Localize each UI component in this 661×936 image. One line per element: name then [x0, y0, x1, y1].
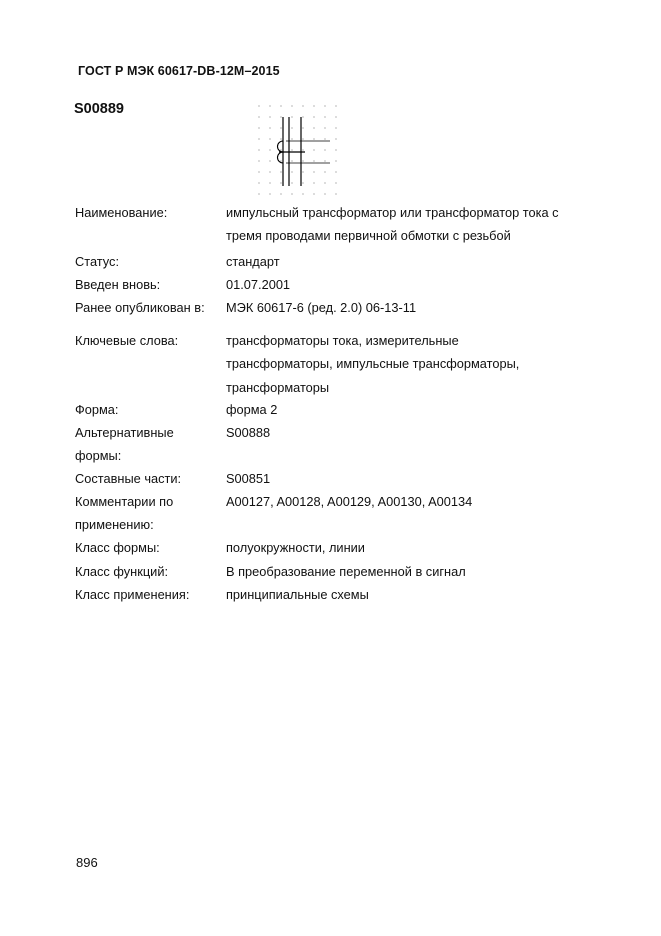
transformer-symbol-icon: [253, 100, 345, 200]
keywords-value-line-1: трансформаторы тока, измерительные: [226, 333, 459, 348]
introduced-label: Введен вновь:: [75, 277, 161, 292]
parts-value: S00851: [226, 471, 271, 486]
keywords-value-line-3: трансформаторы: [226, 379, 330, 395]
document-header: ГОСТ Р МЭК 60617-DB-12M–2015: [78, 64, 280, 78]
alternative-forms-label-line-2: формы:: [75, 448, 122, 464]
keywords-value: [226, 329, 596, 399]
published-label: Ранее опубликован в:: [75, 300, 205, 315]
application-class-label: Класс применения:: [75, 587, 190, 602]
application-class-value: принципиальные схемы: [226, 587, 369, 602]
alternative-forms-label-line-1: Альтернативные: [75, 425, 174, 440]
name-value-line-1: импульсный трансформатор или трансформатор тока с: [226, 205, 559, 220]
form-value: форма 2: [226, 402, 278, 417]
symbol-figure: [253, 100, 345, 200]
form-label: Форма:: [75, 402, 119, 417]
alternative-forms-label: [75, 421, 215, 468]
comments-label-line-2: применению:: [75, 517, 154, 533]
comments-value: A00127, A00128, A00129, A00130, A00134: [226, 494, 473, 509]
function-class-value: В преобразование переменной в сигнал: [226, 564, 466, 579]
alternative-forms-value: S00888: [226, 425, 271, 440]
name-label: Наименование:: [75, 205, 168, 220]
page-number: 896: [76, 855, 98, 870]
comments-label: [75, 490, 215, 537]
name-value: [226, 201, 596, 248]
parts-label: Составные части:: [75, 471, 182, 486]
status-value: стандарт: [226, 254, 280, 269]
function-class-label: Класс функций:: [75, 564, 169, 579]
keywords-value-line-2: трансформаторы, импульсные трансформаторы,: [226, 356, 520, 372]
shape-class-label: Класс формы:: [75, 540, 160, 555]
name-value-line-2: тремя проводами первичной обмотки с резьбой: [226, 228, 511, 244]
symbol-code: S00889: [74, 101, 124, 117]
shape-class-value: полуокружности, линии: [226, 540, 365, 555]
status-label: Статус:: [75, 254, 120, 269]
keywords-label: Ключевые слова:: [75, 333, 179, 348]
introduced-value: 01.07.2001: [226, 277, 291, 292]
published-value: МЭК 60617-6 (ред. 2.0) 06-13-11: [226, 300, 417, 315]
comments-label-line-1: Комментарии по: [75, 494, 174, 509]
